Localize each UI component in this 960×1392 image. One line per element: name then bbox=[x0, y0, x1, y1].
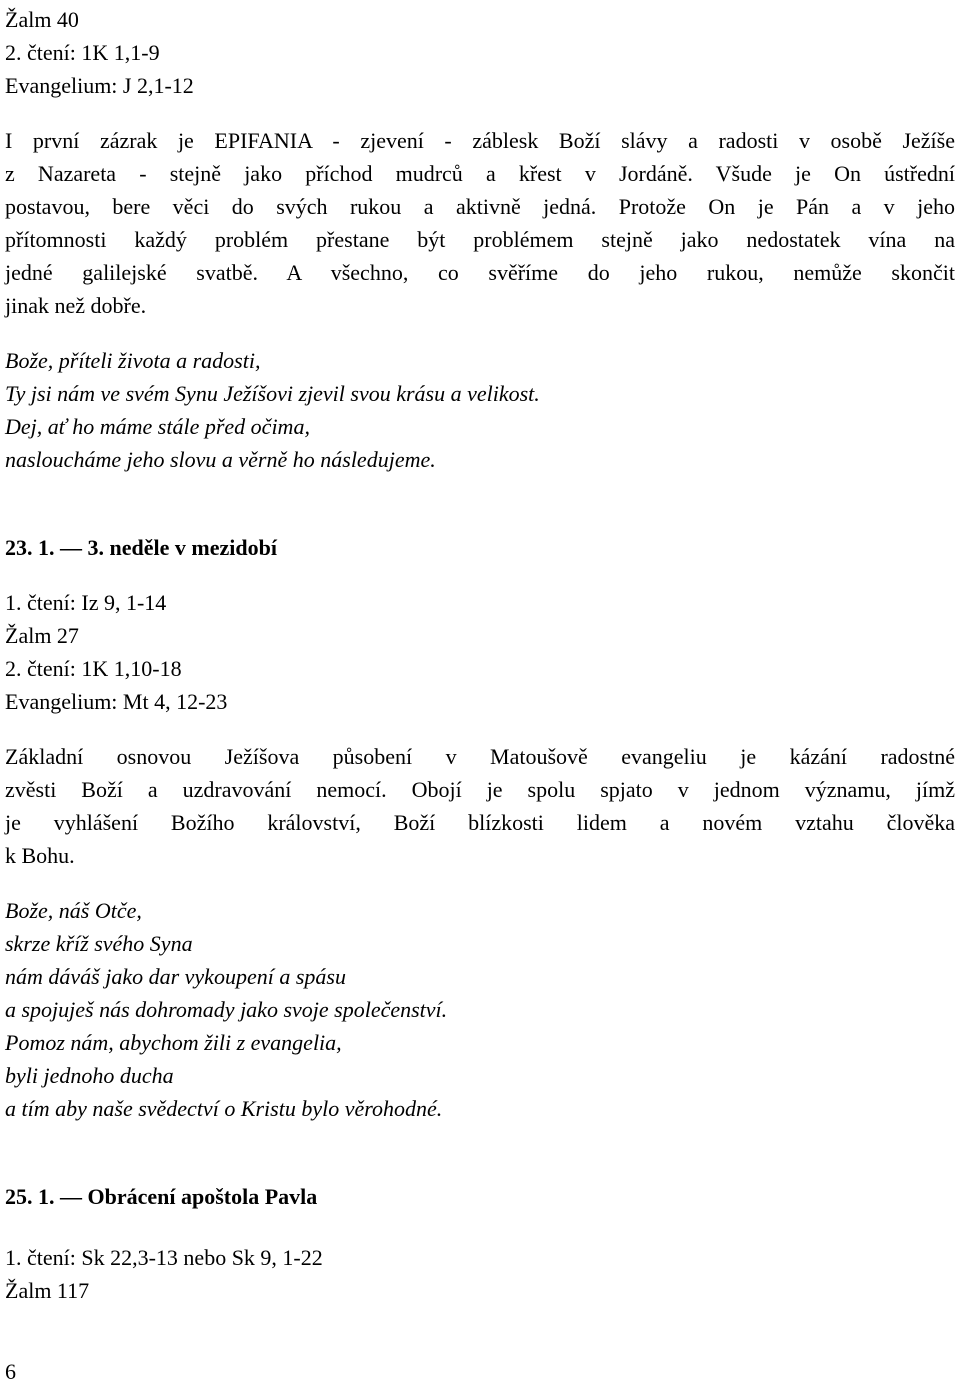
reading-line: 2. čtení: 1K 1,10-18 bbox=[5, 656, 182, 681]
paragraph-line: k Bohu. bbox=[5, 843, 75, 868]
document-page bbox=[5, 3, 955, 1307]
prayer-line: Pomoz nám, abychom žili z evangelia, bbox=[5, 1030, 342, 1055]
readings-list bbox=[5, 586, 955, 718]
reading-line: 1. čtení: Sk 22,3-13 nebo Sk 9, 1-22 bbox=[5, 1245, 323, 1270]
prayer-line: Bože, náš Otče, bbox=[5, 898, 142, 923]
paragraph-line: Základní osnovou Ježíšova působení v Matoušově evangeliu je kázání radostné bbox=[5, 744, 955, 769]
reading-line: 2. čtení: 1K 1,1-9 bbox=[5, 40, 160, 65]
paragraph-line: jedné galilejské svatbě. A všechno, co svěříme do jeho rukou, nemůže skončit bbox=[5, 260, 955, 285]
readings-list bbox=[5, 3, 955, 102]
paragraph-line: zvěsti Boží a uzdravování nemocí. Obojí je spolu spjato v jednom významu, jímž bbox=[5, 777, 955, 802]
prayer-line: nám dáváš jako dar vykoupení a spásu bbox=[5, 964, 346, 989]
readings-list bbox=[5, 1241, 955, 1307]
section-heading: 25. 1. — Obrácení apoštola Pavla bbox=[5, 1184, 318, 1209]
prayer-line: skrze kříž svého Syna bbox=[5, 931, 193, 956]
prayer-text bbox=[5, 344, 955, 476]
reading-line: Evangelium: J 2,1-12 bbox=[5, 73, 194, 98]
paragraph-line: postavou, bere věci do svých rukou a aktivně jedná. Protože On je Pán a v jeho bbox=[5, 194, 955, 219]
prayer-line: Dej, ať ho máme stále před očima, bbox=[5, 414, 310, 439]
prayer-line: Ty jsi nám ve svém Synu Ježíšovi zjevil svou krásu a velikost. bbox=[5, 381, 540, 406]
paragraph-line: je vyhlášení Božího království, Boží blízkosti lidem a novém vztahu člověka bbox=[5, 810, 955, 835]
reflection-paragraph bbox=[5, 124, 955, 322]
prayer-line: Bože, příteli života a radosti, bbox=[5, 348, 261, 373]
section-heading: 23. 1. — 3. neděle v mezidobí bbox=[5, 535, 277, 560]
prayer-line: byli jednoho ducha bbox=[5, 1063, 174, 1088]
reflection-paragraph bbox=[5, 740, 955, 872]
prayer-line: nasloucháme jeho slovu a věrně ho následujeme. bbox=[5, 447, 436, 472]
paragraph-line: přítomnosti každý problém přestane být problémem stejně jako nedostatek vína na bbox=[5, 227, 955, 252]
paragraph-line: z Nazareta - stejně jako příchod mudrců a křest v Jordáně. Všude je On ústřední bbox=[5, 161, 955, 186]
reading-line: Žalm 117 bbox=[5, 1278, 90, 1303]
prayer-line: a spojuješ nás dohromady jako svoje společenství. bbox=[5, 997, 448, 1022]
page-number: 6 bbox=[5, 1359, 16, 1384]
reading-line: 1. čtení: Iz 9, 1-14 bbox=[5, 590, 167, 615]
paragraph-line: I první zázrak je EPIFANIA - zjevení - záblesk Boží slávy a radosti v osobě Ježíše bbox=[5, 128, 955, 153]
reading-line: Evangelium: Mt 4, 12-23 bbox=[5, 689, 228, 714]
paragraph-line: jinak než dobře. bbox=[5, 293, 147, 318]
prayer-text bbox=[5, 894, 955, 1125]
prayer-line: a tím aby naše svědectví o Kristu bylo věrohodné. bbox=[5, 1096, 443, 1121]
reading-line: Žalm 40 bbox=[5, 7, 79, 32]
reading-line: Žalm 27 bbox=[5, 623, 79, 648]
